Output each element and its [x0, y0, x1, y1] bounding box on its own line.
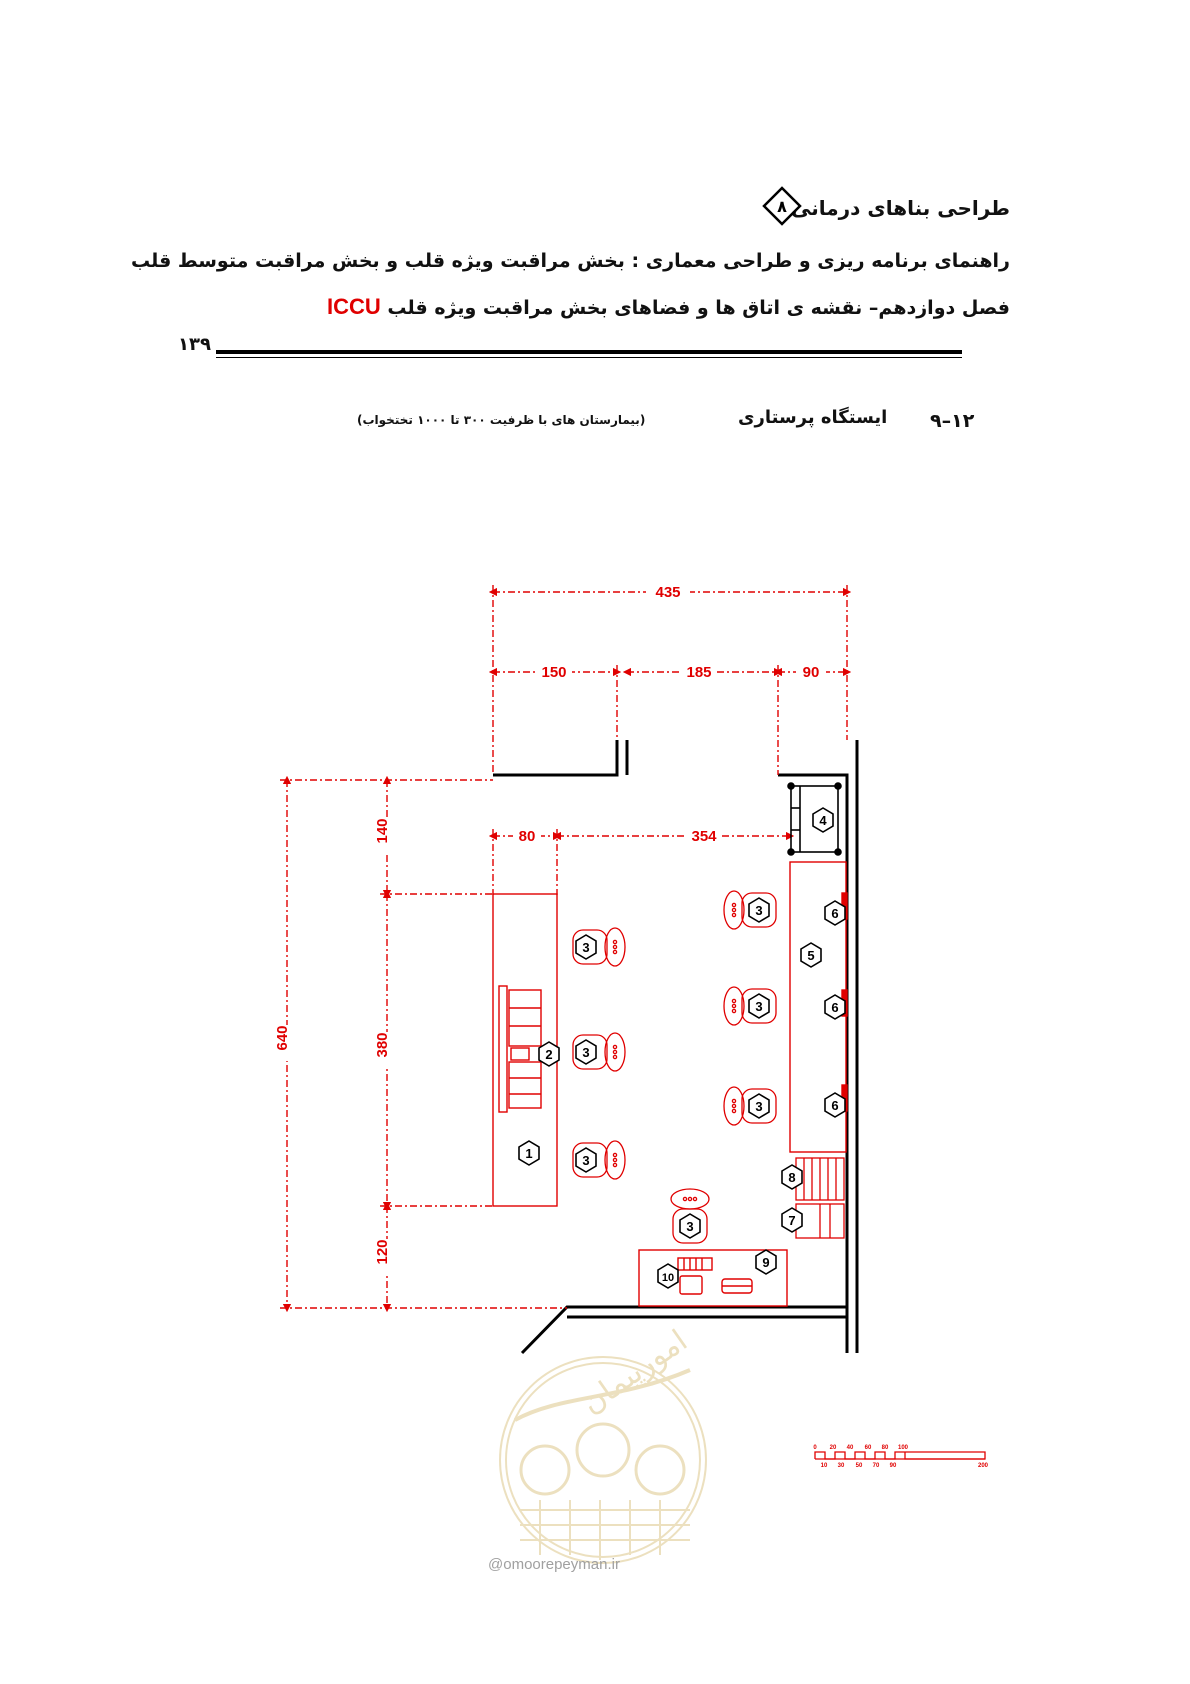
dimension-lines: [280, 585, 847, 1308]
dimension-labels: [274, 583, 826, 1275]
svg-text:1: 1: [525, 1146, 533, 1161]
svg-text:9: 9: [762, 1255, 770, 1270]
label-3: [680, 1214, 700, 1238]
svg-text:3: 3: [755, 903, 763, 918]
wall-top-left: [493, 740, 617, 775]
chapter-acronym: ICCU: [327, 294, 381, 319]
svg-text:6: 6: [831, 906, 839, 921]
label-2: [539, 1042, 559, 1066]
dim-height-bottom: 120: [374, 1239, 391, 1265]
dim-inner-left: 80: [518, 828, 536, 845]
scale-tick: 80: [881, 1445, 889, 1451]
watermark-url: @omoorepeyman.ir: [488, 1556, 620, 1573]
label-6: [825, 995, 845, 1019]
label-9: [756, 1250, 776, 1274]
unit-8: [796, 1158, 844, 1200]
svg-text:8: 8: [788, 1170, 796, 1185]
dim-top-mid: 185: [686, 664, 712, 681]
dim-height-total: 640: [274, 1025, 291, 1051]
label-3: [576, 1148, 596, 1172]
page-number: ۱۳۹: [178, 334, 211, 355]
svg-text:2: 2: [545, 1047, 553, 1062]
dim-top-total: 435: [655, 584, 681, 601]
guide-title: راهنمای برنامه ریزی و طراحی معماری : بخش مراقبت ویژه قلب و بخش مراقبت متوسط قلب: [130, 250, 1010, 272]
dim-height-mid: 380: [374, 1032, 391, 1058]
label-3: [576, 1040, 596, 1064]
scale-tick: 90: [889, 1463, 897, 1469]
chairs: [573, 891, 776, 1243]
svg-text:3: 3: [755, 1099, 763, 1114]
label-6: [825, 901, 845, 925]
label-10: [658, 1264, 678, 1288]
watermark-logo: [500, 1323, 706, 1563]
label-1: [519, 1141, 539, 1165]
series-number: ۸: [777, 197, 787, 216]
svg-text:3: 3: [755, 999, 763, 1014]
scale-tick: 30: [837, 1463, 845, 1469]
svg-text:10: 10: [661, 1272, 675, 1284]
watermark-logo-text: امورپیمان: [575, 1323, 694, 1422]
dim-top-left: 150: [541, 664, 567, 681]
chapter-title-text: فصل دوازدهم– نقشه ی اتاق ها و فضاهای بخش مراقبت ویژه قلب: [387, 297, 1010, 319]
svg-text:3: 3: [582, 1045, 590, 1060]
series-title: طراحی بناهای درمانی: [790, 196, 1010, 220]
scale-tick: 70: [872, 1463, 880, 1469]
svg-text:3: 3: [582, 1153, 590, 1168]
label-3: [749, 994, 769, 1018]
dim-inner-right: 354: [691, 828, 717, 845]
label-8: [782, 1165, 802, 1189]
scale-tick: 10: [820, 1463, 828, 1469]
label-4: [813, 808, 833, 832]
dim-height-top: 140: [374, 818, 391, 844]
label-7: [782, 1208, 802, 1232]
scale-labels: [813, 1445, 988, 1469]
scale-tick: 50: [855, 1463, 863, 1469]
scale-bar: [815, 1452, 985, 1459]
svg-text:5: 5: [807, 948, 815, 963]
label-3: [749, 898, 769, 922]
label-3: [576, 935, 596, 959]
scale-tick: 60: [864, 1445, 872, 1451]
label-5: [801, 943, 821, 967]
svg-text:3: 3: [686, 1219, 694, 1234]
figure-title: ایستگاه پرستاری: [738, 407, 888, 428]
svg-text:6: 6: [831, 1000, 839, 1015]
svg-text:6: 6: [831, 1098, 839, 1113]
scale-tick: 40: [846, 1445, 854, 1451]
figure-number: ۹–۱۲: [930, 410, 975, 432]
svg-text:4: 4: [819, 813, 827, 828]
dim-top-right: 90: [802, 664, 820, 681]
scale-tick: 100: [897, 1445, 909, 1451]
svg-text:7: 7: [788, 1213, 796, 1228]
figure-note: (بیمارستان های با ظرفیت ۳۰۰ تا ۱۰۰۰ تختخواب): [357, 413, 646, 427]
scale-tick: 0: [813, 1445, 817, 1451]
svg-text:3: 3: [582, 940, 590, 955]
unit-7: [796, 1204, 844, 1238]
label-3: [749, 1094, 769, 1118]
scale-end: 200: [977, 1463, 989, 1469]
scale-tick: 20: [829, 1445, 837, 1451]
label-6: [825, 1093, 845, 1117]
